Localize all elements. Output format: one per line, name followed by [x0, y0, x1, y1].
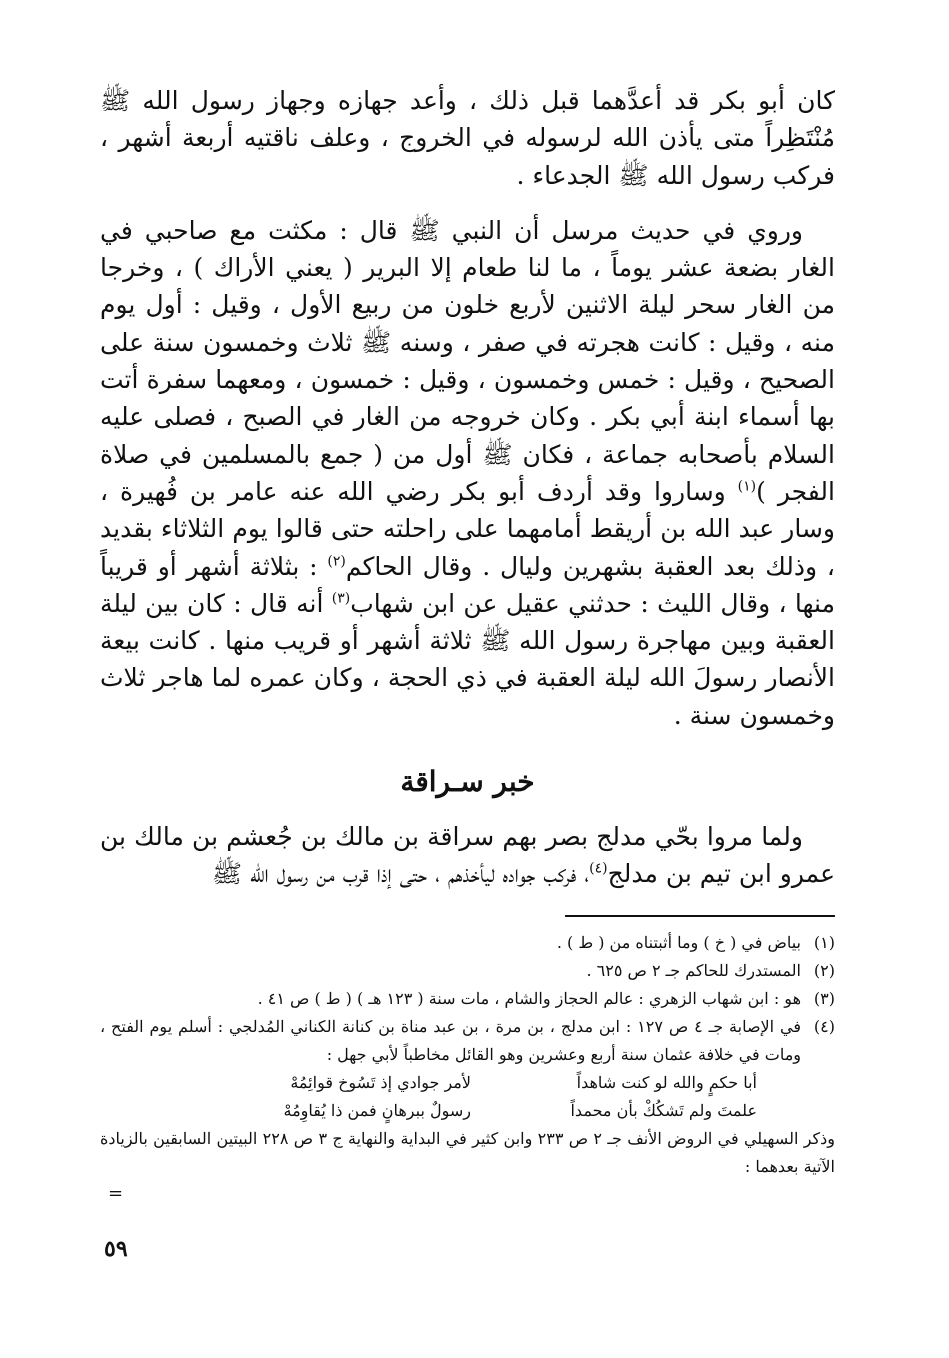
footnote-1 — [100, 929, 835, 957]
paragraph-2-text-c: : بثلاثة أشهر أو قريباً منها ، وقال الليث : حدثني عقيل عن ابن شهاب — [100, 551, 835, 618]
verse-second-hemistich: رسولٌ ببرهانٍ فمن ذا يُقاوِمُهْ — [283, 1100, 471, 1120]
footnote-ref-2: (٢) — [327, 553, 346, 570]
footnote-text: هو : ابن شهاب الزهري : عالم الحجاز والشام ، مات سنة ( ١٢٣ هـ ) ( ط ) ص ٤١ . — [257, 988, 801, 1008]
footnote-ref-1: (١) — [737, 478, 757, 495]
verse-second-hemistich: لأمر جوادي إذ تَسُوخ قوائِمُهْ — [290, 1072, 471, 1092]
section-heading: خبر سـراقة — [400, 765, 535, 799]
page-body — [100, 82, 835, 1282]
paragraph-2-text-d: أنه قال : كان بين ليلة العقبة وبين مهاجرة رسول الله ﷺ ثلاثة أشهر أو قريب منها . كانت بيعة الأنصار رسولَ الله ليلة العقبة في ذي الحجة ، وكان عمره لما هاجر ثلاث وخمسون سنة . — [100, 588, 835, 730]
footnote-text: في الإصابة جـ ٤ ص ١٢٧ : ابن مدلج ، بن مرة ، بن عبد مناة بن كنانة الكناني المُدلجي : أسلم يوم الفتح ، ومات في خلافة عثمان سنة أربع وعشرين وهو القائل مخاطباً لأبي جهل : — [100, 1016, 802, 1064]
poem-verse-2 — [100, 1097, 835, 1125]
footnote-continuation: وذكر السهيلي في الروض الأنف جـ ٢ ص ٢٣٣ وابن كثير في البداية والنهاية ج ٣ ص ٢٢٨ البيتين السابقين بالزيادة الآتية بعدهما : — [100, 1128, 836, 1176]
poem-verse-1 — [100, 1069, 835, 1097]
footnote-number: (١) — [813, 932, 835, 952]
paragraph-2-text-b: وساروا وقد أردف أبو بكر رضي الله عنه عامر بن فُهيرة ، وسار عبد الله بن أريقط أمامهما على راحلته حتى قالوا يوم الثلاثاء بقديد ، وذلك بعد العقبة بشهرين وليال . وقال الحاكم — [100, 476, 835, 581]
paragraph-1-text: كان أبو بكر قد أعدَّهما قبل ذلك ، وأعد جهازه وجهاز رسول الله ﷺ مُنْتَظِراً متى يأذن الله لرسوله في الخروج ، وعلف ناقتيه أربعة أشهر ، فركب رسول الله ﷺ الجدعاء . — [100, 86, 835, 190]
paragraph-2-text-a: وروي في حديث مرسل أن النبي ﷺ قال : مكثت مع صاحبي في الغار بضعة عشر يوماً ، ما لنا طعام إلا البرير ( يعني الأراك ) ، وخرجا من الغار سحر ليلة الاثنين لأربع خلون من ربيع الأول ، وقيل : أول يوم منه ، وقيل : كانت هجرته في صفر ، وسنه ﷺ ثلاث وخمسون سنة على الصحيح ، وقيل : خمس وخمسون ، وقيل : خمسون ، ومعهما سفرة أتت بها أسماء ابنة أبي بكر . وكان خروجه من الغار في الصبح ، فصلى عليه السلام بأصحابه جماعة ، فكان ﷺ أول من ( جمع بالمسلمين في صلاة الفجر ) — [100, 215, 835, 506]
footnote-3 — [100, 985, 835, 1013]
footnote-ref-4: (٤) — [589, 861, 608, 878]
footnote-text: بياض في ( خ ) وما أثبتناه من ( ط ) . — [556, 932, 801, 952]
footnotes — [100, 929, 835, 1069]
footnote-number: (٤) — [813, 1016, 835, 1036]
footnote-number: (٣) — [813, 988, 835, 1008]
verse-first-hemistich: علمتَ ولم تَشكُكْ بأن محمداً — [570, 1100, 757, 1120]
footnote-4 — [100, 1013, 835, 1069]
footnote-divider — [565, 915, 835, 917]
paragraph-3 — [100, 818, 835, 893]
paragraph-3-text-b: ، فركب جواده ليأخذهم ، حتى إذا قرب من رسول الله ﷺ — [211, 859, 590, 889]
paragraph-3-text-a: ولما مروا بحّي مدلج بصر بهم سراقة بن مالك بن جُعشم بن مالك بن عمرو ابن تيم بن مدلج — [100, 822, 835, 889]
paragraph-2 — [100, 212, 835, 734]
verse-first-hemistich: أبا حكمٍ والله لو كنت شاهداً — [576, 1072, 757, 1092]
footnote-ref-3: (٣) — [331, 590, 351, 607]
page-number: ٥٩ — [104, 1236, 128, 1262]
footnote-number: (٢) — [813, 960, 835, 980]
paragraph-1 — [100, 82, 835, 194]
footnote-2 — [100, 957, 835, 985]
continuation-mark: = — [108, 1182, 124, 1204]
footnote-text: المستدرك للحاكم جـ ٢ ص ٦٢٥ . — [586, 960, 801, 980]
